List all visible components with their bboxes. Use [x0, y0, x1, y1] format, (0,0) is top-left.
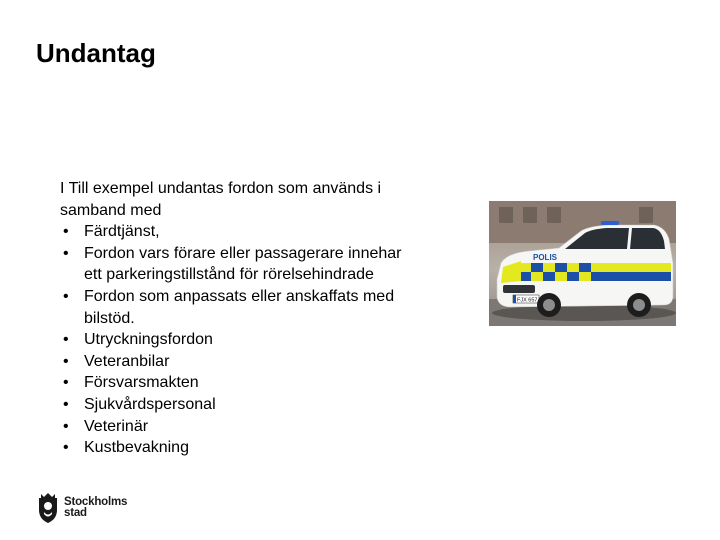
police-car-photo: [489, 201, 676, 326]
bullet-marker: •: [63, 331, 69, 349]
stockholms-stad-logo: [36, 491, 127, 525]
list-item-text: Veterinär: [84, 417, 149, 435]
bullet-marker: •: [63, 395, 69, 413]
car-plate-text: FJX 657: [517, 297, 538, 304]
list-item-text: Utryckningsfordon: [84, 331, 213, 349]
list-item: [60, 394, 410, 416]
list-item: [60, 286, 410, 329]
list-item: [60, 243, 410, 286]
slide-title: Undantag: [36, 38, 156, 68]
list-item: [60, 372, 410, 394]
police-car-illustration: [489, 201, 676, 326]
list-item-text: Färdtjänst,: [84, 223, 160, 241]
intro-text: I Till exempel undantas fordon som används i samband med: [60, 180, 382, 219]
list-item-text: Fordon som anpassats eller anskaffats med bilstöd.: [84, 287, 395, 327]
stockholm-crown-crest-icon: [36, 492, 60, 524]
car-polis-text: POLIS: [533, 253, 558, 262]
bullet-marker: •: [63, 374, 69, 392]
list-item: [60, 351, 410, 373]
list-item: [60, 221, 410, 243]
list-item-text: Fordon vars förare eller passagerare innehar ett parkeringstillstånd för rörelsehindrade: [84, 244, 402, 284]
livery-band: [519, 263, 671, 281]
bullet-marker: •: [63, 352, 69, 370]
list-item-text: Försvarsmakten: [84, 374, 199, 392]
logo-text-line-1: Stockholms: [64, 496, 128, 508]
list-item: [60, 416, 410, 438]
list-item: [60, 437, 410, 459]
bullet-marker: •: [63, 223, 69, 241]
bullet-marker: •: [63, 417, 69, 435]
list-item-text: Sjukvårdspersonal: [84, 395, 216, 413]
list-item-text: Veteranbilar: [84, 352, 170, 370]
bullet-marker: •: [63, 244, 69, 262]
logo-text-line-2: stad: [64, 507, 87, 519]
bullet-marker: •: [63, 439, 69, 457]
bullet-marker: •: [63, 287, 69, 305]
bullet-list: [60, 221, 410, 459]
list-item: [60, 329, 410, 351]
slide-body: [60, 178, 410, 459]
list-item-text: Kustbevakning: [84, 439, 189, 457]
